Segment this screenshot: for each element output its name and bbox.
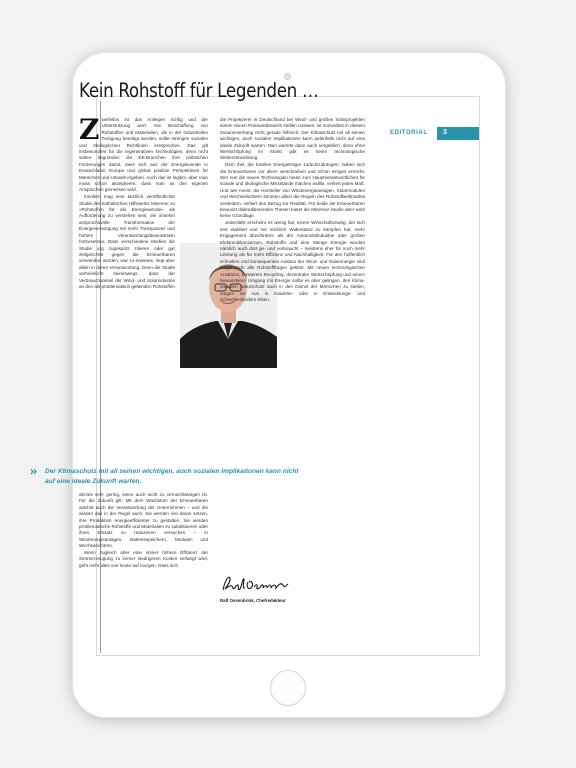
home-button[interactable] — [270, 670, 306, 706]
article-paragraph — [79, 113, 208, 194]
article-paragraph: Jedenfalls erscheint es wenig fair, einem Wirtschaftszweig, der sich erst etabliert und mit reichlich Widerstand zu kämpfen hat, mehr Engagement abzufordern als der Automobilindustrie oder großen Elektronikkonzernen. Rohstoffe und eine Menge Energie werden nämlich auch dort ge- und verbraucht – meistens eher für noch mehr Leistung als für mehr Effizienz und Nachhaltigkeit. Für den hoffentlich schnellen und konsequenten Ausbau der Wind- und Solarenergie sind längst nicht alle Rohstofffragen geklärt. Mit neuen technologischen Ansätzen, besserem Recycling, dezentraler Wertschöpfung und einem bewussteren Umgang mit Energie sollte es aber gelingen, den Klima- und den Naturschutz auch in den Dienst der Menschen zu stellen, mögen sie nun in Industrie- oder in Entwicklungs- und Schwellenländern leben. — [220, 220, 365, 303]
drop-cap: Z — [79, 113, 100, 146]
page-title: Kein Rohstoff für Legenden … — [79, 79, 319, 102]
article-paragraph: derzeit sehr gering, wenn auch nicht zu vernachlässigen ist. Für die Zukunft gilt: Mit dem Wachstum der Erneuerbaren wächst auch die Verantwortung der Unternehmen – und die wissen das in der Regel auch. Sie werden viel daran setzen, ihre Produktion energieeffizienter zu gestalten. Sie werden problematische Rohstoffe und Materialien zu substituieren oder ihren Einsatz zu reduzieren versuchen – in Windenergieanlagen, Batteriespeichern, Modulen und Wechselrichtern. — [79, 492, 208, 549]
article-paragraph: Dem Ziel, die fossilen Energieträger zurückzudrängen, haben sich die Erneuerbaren vor allem verschrieben und schon einiges erreicht. Wer nun die neuen Technologien heute zum Hauptverantwortlichen für soziale und ökologische Missstände machen wollte, verliert jedes Maß. Und wer meint, die Hersteller von Windenergieanlagen, Solarmodulen und Wechselrichtern könnten allein die Regeln des Rohstoffweltmarkts verändern, verliert den Bezug zur Realität. Für beide die Erneuerbaren bewusst diskreditierenden Thesen bietet die Misereor-Studie aber wohl keine Grundlage. — [220, 162, 365, 219]
paragraph-text: weifellos ist das Anliegen richtig und der Unterstützung wert: Die Beschaffung von Rohstoffen und Materialien, die in der industriellen Fertigung benötigt werden, sollte strengen sozialen und ökologischen Richtlinien entsprechen. Das gilt insbesondere für die regenerativen Technologien, denn nicht selten begründen die EE-Branchen ihre politischen Forderungen damit, dass sich aus der Energiewende in Deutschland, Europa und global positive Perspektiven für Menschen und Umwelt ergeben. Auch das ist legitim, aber man muss schon akzeptieren, dass man an den eigenen Ansprüchen gemessen wird. — [79, 117, 208, 193]
signature-caption: Ralf Ossenbrink, Chefredakteur — [220, 598, 286, 603]
quote-mark-icon: » — [30, 463, 38, 479]
page-number-tab — [437, 127, 480, 140]
article-column-right — [220, 117, 365, 304]
article-paragraph: Wenn zugleich aber eine immer höhere Effizienz der Stromerzeugung zu immer niedrigeren Kosten verlangt wird, geht nicht alles von heute auf morgen. Dass sich — [79, 550, 208, 568]
pull-quote: Der Klimaschutz mit all seinen wichtigen, auch sozialen Implikationen kann nicht auf eine ideale Zukunft warten. — [45, 468, 299, 485]
signature-image — [221, 572, 291, 596]
article-paragraph: Insofern mag eine kürzlich veröffentlichte Studie des katholischen Hilfswerks Misereor zu »Rohstoffen für die Energiewende« als Aufforderung zu verstehen sein, die ohnehin anspruchsvolle Transformation der Energieversorgung mit mehr Transparenz und hohem Verantwortungsbewusstsein fortzusetzen. Dass verschiedene Medien die Studie arg zugespitzt zitieren oder gar zielgerichtet gegen die Erneuerbaren verwenden würden, war zu erwarten, liegt aber allein in deren Verantwortung. Denn die Studie verheimlicht keineswegs, dass der Verbrauchsanteil der Wind- und Solarindustrie an den als problematisch geltenden Rohstoffen — [79, 194, 175, 289]
section-label: EDITORIAL — [390, 130, 428, 136]
article-column-left-lower — [79, 492, 208, 570]
article-paragraph: die Projektierer in Deutschland bei Wind- und großen Solarprojekten einem reinen Preiswettbewerb stellen müssen, ist zumindest in diesem Zusammenhang nicht gerade hilfreich. Der Klimaschutz mit all seinen wichtigen, auch sozialen Implikationen kann jedenfalls nicht auf eine ideale Zukunft warten. Man wartete dann auch vergeblich, denn ohne Wertschöpfung im Markt gibt es keine technologische Weiterentwicklung. — [220, 117, 365, 161]
page-number: 3 — [443, 129, 447, 136]
